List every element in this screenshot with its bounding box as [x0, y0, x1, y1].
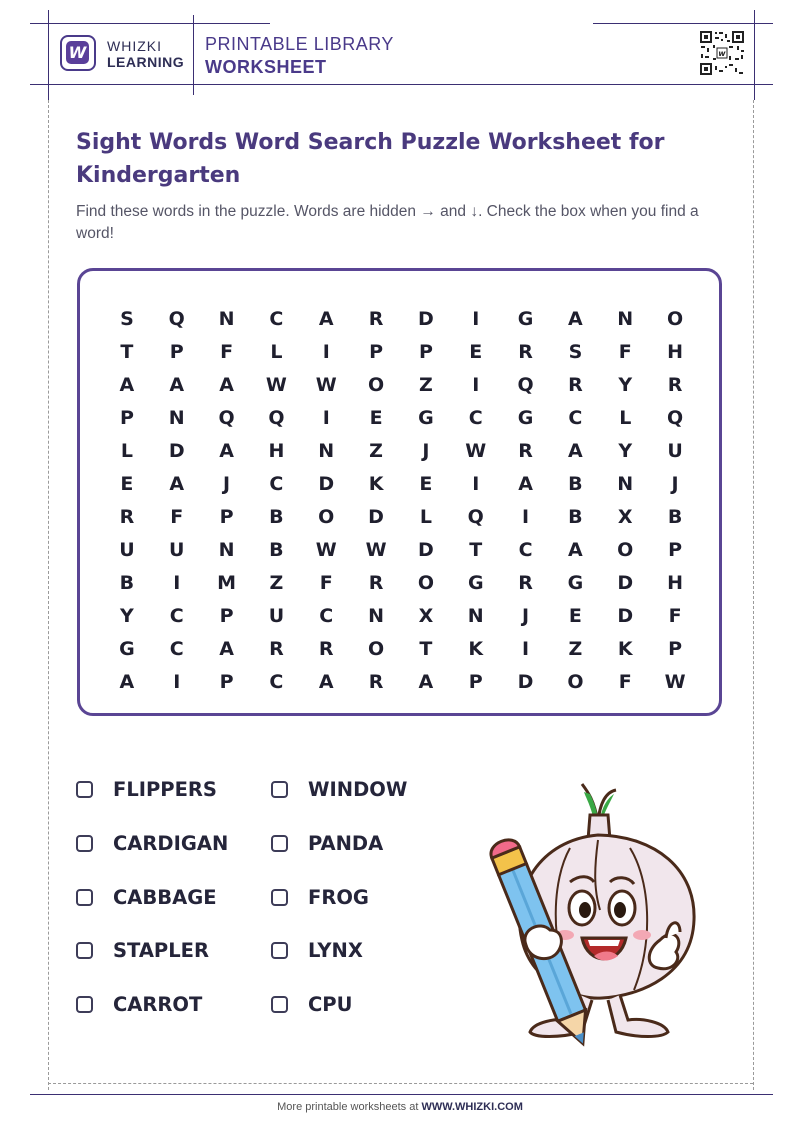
- header-right-vline: [754, 10, 755, 100]
- grid-letter: I: [322, 406, 330, 429]
- grid-letter: R: [368, 307, 384, 330]
- garlic-mascot-with-pencil-icon: [470, 770, 710, 1060]
- grid-letter: B: [568, 472, 583, 495]
- grid-letter: G: [517, 307, 534, 330]
- grid-letter: Z: [269, 571, 284, 594]
- grid-letter: A: [169, 472, 185, 495]
- word-label: PANDA: [308, 831, 384, 855]
- grid-letter: O: [666, 307, 684, 330]
- grid-letter: O: [567, 670, 584, 693]
- grid-letter: D: [517, 670, 534, 693]
- grid-letter: O: [417, 571, 434, 594]
- word-item[interactable]: [271, 774, 407, 804]
- grid-letter: E: [419, 472, 433, 495]
- grid-letter: U: [667, 439, 683, 462]
- whizki-logo: [60, 35, 96, 71]
- grid-letter: C: [269, 472, 284, 495]
- grid-letter: C: [169, 637, 184, 660]
- grid-letter: W: [315, 373, 337, 396]
- grid-letter: A: [219, 373, 234, 396]
- footer-site-link[interactable]: WWW.WHIZKI.COM: [421, 1101, 523, 1113]
- brand-name: WHIZKI: [107, 38, 162, 54]
- word-item[interactable]: [76, 828, 228, 858]
- grid-letter: B: [269, 538, 284, 561]
- word-item[interactable]: [76, 774, 217, 804]
- library-label: PRINTABLE LIBRARY: [205, 34, 394, 54]
- word-label: CARDIGAN: [113, 831, 229, 855]
- grid-letter: W: [465, 439, 487, 462]
- footer: [0, 1101, 800, 1113]
- grid-letter: L: [270, 340, 283, 363]
- grid-letter: F: [170, 505, 184, 528]
- grid-letter: X: [418, 604, 434, 627]
- grid-letter: Q: [168, 307, 185, 330]
- checkbox[interactable]: [76, 942, 93, 959]
- grid-letter: P: [668, 637, 683, 660]
- checkbox[interactable]: [76, 835, 93, 852]
- worksheet-label: WORKSHEET: [205, 57, 327, 77]
- checkbox[interactable]: [76, 781, 93, 798]
- grid-letter: E: [120, 472, 134, 495]
- grid-letter: J: [671, 472, 679, 495]
- grid-letter: F: [668, 604, 682, 627]
- word-label: CPU: [308, 992, 353, 1016]
- word-label: STAPLER: [113, 938, 209, 962]
- grid-letter: H: [667, 340, 684, 363]
- grid-letter: R: [667, 373, 683, 396]
- grid-letter: J: [223, 472, 231, 495]
- svg-text:w: w: [718, 49, 726, 58]
- grid-letter: C: [269, 670, 284, 693]
- word-item[interactable]: [76, 882, 217, 912]
- grid-letter: A: [119, 670, 135, 693]
- grid-letter: A: [169, 373, 185, 396]
- grid-letter: R: [119, 505, 135, 528]
- grid-letter: O: [367, 373, 385, 396]
- grid-letter: U: [169, 538, 185, 561]
- grid-letter: R: [318, 637, 334, 660]
- grid-letter: D: [617, 571, 634, 594]
- grid-letter: K: [368, 472, 384, 495]
- grid-letter: R: [568, 373, 583, 396]
- grid-letter: R: [368, 571, 384, 594]
- grid-letter: K: [468, 637, 484, 660]
- grid-letter: B: [667, 505, 683, 528]
- grid-letter: Q: [268, 406, 285, 429]
- grid-letter: L: [419, 505, 432, 528]
- grid-letter: W: [664, 670, 686, 693]
- grid-letter: O: [318, 505, 335, 528]
- grid-letter: S: [568, 340, 583, 363]
- grid-letter: G: [119, 637, 135, 660]
- grid-letter: R: [518, 571, 533, 594]
- page-border-right: [753, 100, 754, 1090]
- grid-letter: N: [368, 604, 385, 627]
- grid-letter: S: [120, 307, 134, 330]
- grid-letter: P: [119, 406, 134, 429]
- checkbox[interactable]: [271, 942, 288, 959]
- checkbox[interactable]: [76, 996, 93, 1013]
- grid-letter: T: [469, 538, 483, 561]
- word-item[interactable]: [271, 989, 352, 1019]
- grid-letter: L: [120, 439, 133, 462]
- grid-letter: G: [517, 406, 534, 429]
- grid-letter: Q: [666, 406, 684, 429]
- grid-letter: P: [219, 670, 234, 693]
- grid-letter: W: [365, 538, 387, 561]
- grid-letter: G: [418, 406, 434, 429]
- grid-letter: O: [367, 637, 385, 660]
- grid-letter: O: [617, 538, 634, 561]
- grid-letter: J: [522, 604, 530, 627]
- word-label: LYNX: [308, 938, 363, 962]
- word-label: CABBAGE: [113, 885, 217, 909]
- grid-letter: Q: [467, 505, 484, 528]
- grid-letter: E: [568, 604, 582, 627]
- grid-letter: K: [617, 637, 633, 660]
- grid-letter: C: [169, 604, 184, 627]
- grid-letter: P: [219, 604, 234, 627]
- grid-letter: D: [168, 439, 185, 462]
- grid-letter: I: [322, 340, 330, 363]
- word-item[interactable]: [76, 989, 202, 1019]
- grid-letter: W: [315, 538, 337, 561]
- grid-letter: L: [619, 406, 632, 429]
- grid-letter: T: [419, 637, 433, 660]
- grid-letter: P: [169, 340, 184, 363]
- grid-letter: D: [418, 307, 434, 330]
- grid-letter: P: [418, 340, 433, 363]
- grid-letter: Z: [369, 439, 383, 462]
- grid-letter: J: [422, 439, 430, 462]
- grid-letter: A: [518, 472, 533, 495]
- header-left-vline: [48, 10, 49, 100]
- grid-letter: Y: [618, 373, 633, 396]
- grid-letter: C: [269, 307, 284, 330]
- grid-letter: H: [667, 571, 684, 594]
- footer-prefix: More printable worksheets at: [277, 1101, 422, 1113]
- grid-letter: Y: [618, 439, 633, 462]
- grid-letter: C: [468, 406, 483, 429]
- header-top-line-right: [593, 23, 773, 24]
- grid-letter: N: [617, 472, 634, 495]
- grid-letter: I: [472, 307, 480, 330]
- grid-letter: Z: [419, 373, 433, 396]
- grid-letter: R: [518, 340, 533, 363]
- worksheet-instructions: Find these words in the puzzle. Words are hidden → and ↓. Check the box when you find a word!: [76, 203, 699, 242]
- grid-letter: C: [518, 538, 533, 561]
- grid-letter: C: [568, 406, 583, 429]
- grid-letter: X: [617, 505, 633, 528]
- grid-letter: F: [220, 340, 234, 363]
- word-search-grid: [102, 302, 700, 698]
- word-item[interactable]: [271, 935, 363, 965]
- footer-line: [30, 1094, 773, 1095]
- grid-letter: A: [119, 373, 135, 396]
- grid-letter: N: [218, 307, 235, 330]
- grid-letter: P: [219, 505, 234, 528]
- checkbox[interactable]: [76, 889, 93, 906]
- grid-letter: W: [265, 373, 287, 396]
- word-label: WINDOW: [308, 777, 408, 801]
- header-bottom-line: [30, 84, 773, 85]
- grid-letter: P: [369, 340, 384, 363]
- logo-letter: W: [66, 41, 89, 64]
- grid-letter: A: [219, 439, 234, 462]
- grid-letter: U: [268, 604, 285, 627]
- grid-letter: A: [318, 670, 334, 693]
- grid-letter: A: [568, 439, 583, 462]
- grid-letter: U: [119, 538, 135, 561]
- worksheet-title: Sight Words Word Search Puzzle Worksheet for Kindergarten: [76, 130, 665, 188]
- grid-letter: C: [319, 604, 334, 627]
- grid-letter: N: [218, 538, 235, 561]
- grid-letter: B: [269, 505, 284, 528]
- grid-letter: D: [617, 604, 634, 627]
- grid-letter: P: [468, 670, 483, 693]
- grid-letter: Y: [120, 604, 134, 627]
- grid-letter: A: [418, 670, 434, 693]
- grid-letter: I: [522, 505, 530, 528]
- page-border-left: [48, 100, 49, 1090]
- grid-letter: I: [173, 571, 181, 594]
- grid-letter: D: [418, 538, 434, 561]
- header-divider: [193, 15, 194, 95]
- word-item[interactable]: [271, 828, 383, 858]
- grid-letter: B: [119, 571, 135, 594]
- grid-letter: N: [318, 439, 335, 462]
- grid-letter: M: [217, 571, 237, 594]
- grid-letter: D: [318, 472, 335, 495]
- grid-letter: Z: [568, 637, 583, 660]
- grid-letter: F: [618, 670, 632, 693]
- word-label: FLIPPERS: [113, 777, 217, 801]
- grid-letter: I: [472, 472, 480, 495]
- grid-letter: R: [368, 670, 384, 693]
- checkbox[interactable]: [271, 889, 288, 906]
- grid-letter: T: [120, 340, 134, 363]
- checkbox[interactable]: [271, 835, 288, 852]
- brand-subname: LEARNING: [107, 54, 185, 70]
- grid-letter: P: [668, 538, 683, 561]
- grid-letter: D: [368, 505, 384, 528]
- grid-letter: R: [269, 637, 284, 660]
- grid-letter: G: [467, 571, 484, 594]
- grid-letter: Q: [218, 406, 235, 429]
- grid-letter: F: [319, 571, 333, 594]
- grid-letter: A: [219, 637, 234, 660]
- grid-letter: B: [568, 505, 583, 528]
- header-top-line-left: [30, 23, 270, 24]
- grid-letter: Q: [517, 373, 534, 396]
- grid-letter: N: [617, 307, 634, 330]
- word-label: CARROT: [113, 992, 203, 1016]
- word-item[interactable]: [76, 935, 209, 965]
- grid-letter: R: [518, 439, 533, 462]
- grid-letter: I: [522, 637, 530, 660]
- grid-letter: I: [173, 670, 181, 693]
- grid-letter: A: [568, 307, 583, 330]
- grid-letter: I: [472, 373, 480, 396]
- checkbox[interactable]: [271, 996, 288, 1013]
- grid-letter: A: [568, 538, 583, 561]
- qr-code-icon: [699, 30, 745, 76]
- word-label: FROG: [308, 885, 369, 909]
- grid-letter: E: [369, 406, 383, 429]
- checkbox[interactable]: [271, 781, 288, 798]
- grid-letter: H: [268, 439, 285, 462]
- grid-letter: E: [469, 340, 483, 363]
- grid-letter: F: [618, 340, 632, 363]
- page-border-bottom: [48, 1083, 753, 1084]
- word-item[interactable]: [271, 882, 369, 912]
- grid-letter: N: [168, 406, 185, 429]
- grid-letter: N: [467, 604, 484, 627]
- grid-letter: G: [567, 571, 584, 594]
- grid-letter: A: [318, 307, 334, 330]
